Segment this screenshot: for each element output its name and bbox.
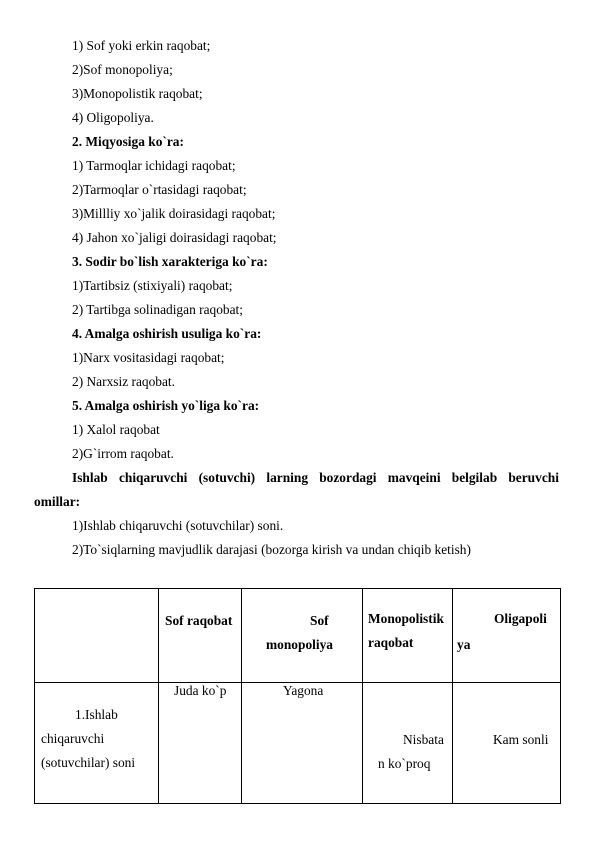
table-cell [363,683,453,804]
heading-word: belgilab [451,470,498,485]
table-header-cell [159,589,242,683]
table-cell [453,683,561,804]
table-cell [242,683,363,804]
list-line: 4) Jahon xo`jaligi doirasidagi raqobat; [72,230,277,245]
header-sof-monopoliya: monopoliya [266,637,333,652]
list-line: 1)Tartibsiz (stixiyali) raqobat; [72,278,233,293]
heading-word: larning [266,470,309,485]
list-line: 3)Monopolistik raqobat; [72,86,203,101]
header-sof-raqobat: Sof raqobat [165,613,233,628]
header-oligopoliya: Oligapoli [494,611,547,626]
table-header-row [35,589,561,683]
header-monopolistik: Monopolistik [368,611,444,626]
list-line: 2)Sof monopoliya; [72,62,173,77]
list-line: 3)Millliy xo`jalik doirasidagi raqobat; [72,206,276,221]
factors-heading-tail: omillar: [34,494,81,509]
list-line: 1) Xalol raqobat [72,422,160,437]
heading-word: (sotuvchi) [198,470,256,485]
list-line: 2)Tarmoqlar o`rtasidagi raqobat; [72,182,247,197]
cell-oligopoliya: Kam sonli [493,732,549,747]
list-line: 4) Oligopoliya. [72,110,154,125]
heading-word: Ishlab [72,470,108,485]
list-line: 1) Tarmoqlar ichidagi raqobat; [72,158,236,173]
cell-monopolistik: n ko`proq [378,756,431,771]
factor-item: 1)Ishlab chiqaruvchi (sotuvchilar) soni. [72,518,284,533]
section-heading: 4. Amalga oshirish usuliga ko`ra: [72,326,262,341]
factor-item: 2)To`siqlarning mavjudlik darajasi (bozorga kirish va undan chiqib ketish) [72,542,471,557]
table-header-cell [453,589,561,683]
list-line: 2) Tartibga solinadigan raqobat; [72,302,243,317]
section-heading: 2. Miqyosiga ko`ra: [72,134,184,149]
table-row [35,683,561,804]
row-label: 1.Ishlab [75,707,118,722]
section-heading: 5. Amalga oshirish yo`liga ko`ra: [72,398,260,413]
table-header-empty [35,589,159,683]
heading-word: chiqaruvchi [118,470,188,485]
list-line: 2)G`irrom raqobat. [72,446,174,461]
row-label-cell [35,683,159,804]
factors-heading [34,470,559,486]
list-line: 1) Sof yoki erkin raqobat; [72,38,211,53]
cell-sof-raqobat: Juda ko`p [174,683,227,698]
section-heading: 3. Sodir bo`lish xarakteriga ko`ra: [72,254,268,269]
heading-word: bozordagi [319,470,377,485]
heading-word: beruvchi [508,470,559,485]
list-line: 1)Narx vositasidagi raqobat; [72,350,225,365]
row-label: (sotuvchilar) soni [41,755,136,770]
header-oligopoliya: ya [457,637,471,652]
cell-sof-monopoliya: Yagona [283,683,324,698]
row-label: chiqaruvchi [41,731,105,746]
table-header-cell [363,589,453,683]
cell-monopolistik: Nisbata [403,732,444,747]
list-line: 2) Narxsiz raqobat. [72,374,175,389]
market-structure-table [34,588,561,804]
table-header-cell [242,589,363,683]
table-cell [159,683,242,804]
header-monopolistik: raqobat [368,635,414,650]
header-sof-monopoliya: Sof [310,613,329,628]
heading-word: mavqeini [387,470,441,485]
